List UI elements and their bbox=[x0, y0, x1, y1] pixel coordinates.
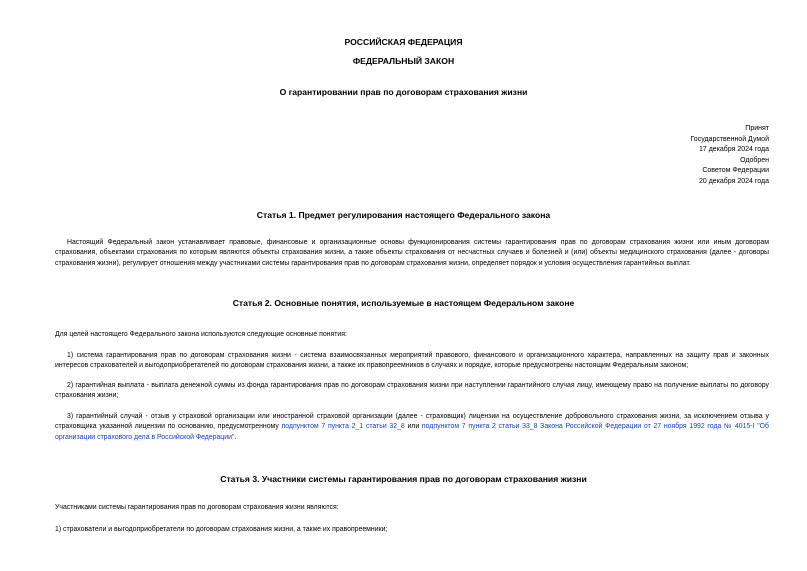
adoption-line: Принят bbox=[745, 125, 769, 132]
adoption-line: 20 декабря 2024 года bbox=[698, 177, 769, 185]
article-1-heading: Статья 1. Предмет регулирования настоящего Федерального закона bbox=[256, 210, 551, 220]
law-title: О гарантировании прав по договорам страхования жизни bbox=[279, 87, 528, 97]
article-3-heading: Статья 3. Участники системы гарантирования прав по договорам страхования жизни bbox=[220, 474, 587, 484]
item-3-text: 3) гарантийный случай - отзыв у страховой организации или иностранной страховой организации (далее - страховщик) лицензии на осуществление добровольного страхования жизни, за исключением отзыва у страховщика указанной лицензии по основанию, предусмотренному bbox=[55, 413, 769, 431]
law-reference-link[interactable]: подпунктом 7 пункта 2_1 статьи 32_8 bbox=[281, 423, 405, 431]
adoption-line: Государственной Думой bbox=[690, 135, 769, 143]
article-2-item-2: 2) гарантийная выплата - выплата денежной суммы из фонда гарантирования прав по договорам страхования жизни при наступлении гарантийного случая лицу, имеющему право на получение выплаты по договору страхования жизни; bbox=[55, 382, 769, 400]
article-3-intro: Участниками системы гарантирования прав по договорам страхования жизни являются: bbox=[55, 504, 339, 511]
adoption-line: Советом Федерации bbox=[702, 167, 769, 174]
country-heading: РОССИЙСКАЯ ФЕДЕРАЦИЯ bbox=[344, 37, 463, 47]
adoption-block bbox=[690, 124, 769, 187]
adoption-line: Одобрен bbox=[740, 156, 769, 164]
article-1-text: Настоящий Федеральный закон устанавливает правовые, финансовые и организационные основы функционирования системы гарантирования прав по договорам страхования жизни или иным договорам страхования, объектами страхования по которым являются объекты страхования жизни, а также объекты страхования от несчастных случаев и болезней и (или) объекты медицинского страхования (далее - договоры страхования жизни), регулирует отношения между участниками системы гарантирования прав по договорам страхования жизни, определяет порядок и условия осуществления гарантийных выплат. bbox=[55, 239, 769, 267]
item-3-text: . bbox=[234, 433, 237, 441]
article-2-item-3 bbox=[55, 412, 769, 443]
document-type-heading: ФЕДЕРАЛЬНЫЙ ЗАКОН bbox=[352, 56, 455, 66]
article-2-item-1: 1) система гарантирования прав по договорам страхования жизни - система взаимосвязанных мероприятий правового, финансового и организационного характера, направленных на защиту прав и законных интересов страхователей и выгодоприобретателей по договорам страхования жизни, а также их правопреемников в случаях и порядке, которые предусмотрены настоящим Федеральным законом; bbox=[55, 352, 769, 370]
article-2-intro: Для целей настоящего Федерального закона используются следующие основные понятия: bbox=[55, 331, 347, 338]
article-3-item-1: 1) страхователи и выгодоприобретатели по договорам страхования жизни, а также их правопреемники; bbox=[55, 526, 388, 533]
law-reference-link[interactable]: подпунктом 7 пункта 2 статьи 33_8 Закона Российской Федерации от 27 ноября 1992 года № 4015-I "Об организации страхового дела в Российской Федерации" bbox=[55, 423, 769, 441]
item-3-text: или bbox=[404, 423, 422, 431]
article-2-heading: Статья 2. Основные понятия, используемые в настоящем Федеральном законе bbox=[232, 298, 575, 308]
adoption-line: 17 декабря 2024 года bbox=[698, 146, 769, 153]
